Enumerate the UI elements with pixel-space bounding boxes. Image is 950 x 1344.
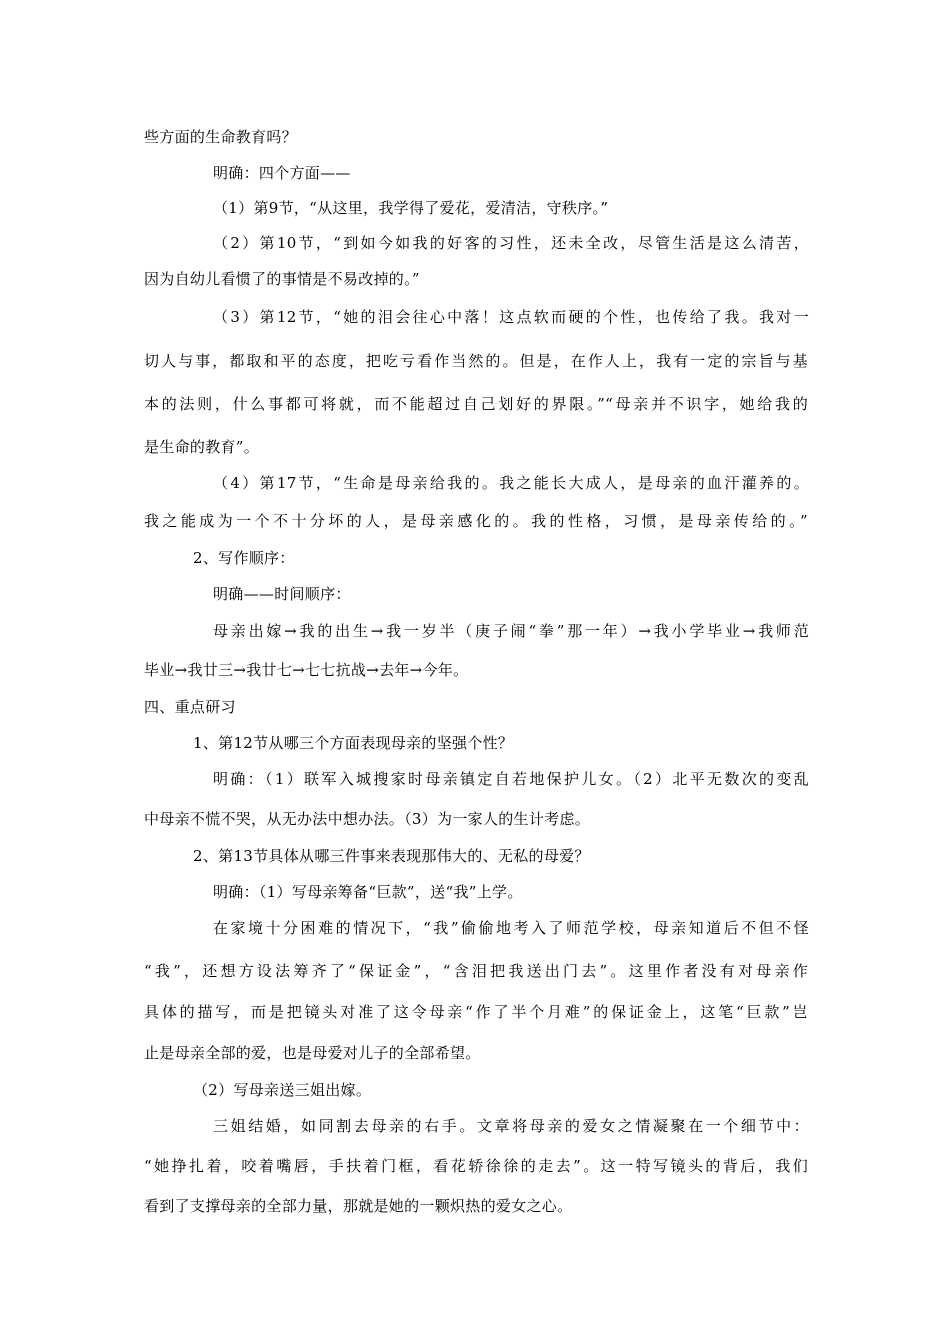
text-line: （1）第9节，“从这里，我学得了爱花，爱清洁，守秩序。” <box>213 199 609 217</box>
text-line: 1、第12节从哪三个方面表现母亲的坚强个性？ <box>193 734 514 752</box>
text-line: 本的法则，什么事都可将就，而不能超过自己划好的界限。”“母亲并不识字，她给我的 <box>144 395 808 413</box>
text-line: （2）第10节，“到如今如我的好客的习性，还未全改，尽管生活是这么清苦， <box>213 234 809 252</box>
text-line: 在家境十分困难的情况下，“我”偷偷地考入了师范学校，母亲知道后不但不怪 <box>213 919 809 937</box>
text-line: 些方面的生命教育吗？ <box>144 128 298 146</box>
section-heading: 四、重点研习 <box>144 698 236 716</box>
text-line: （4）第17节，“生命是母亲给我的。我之能长大成人，是母亲的血汗灌养的。 <box>213 474 809 492</box>
text-line: 明确：（1）写母亲筹备“巨款”，送“我”上学。 <box>213 883 523 901</box>
text-line: “她挣扎着，咬着嘴唇，手扶着门框，看花轿徐徐的走去”。这一特写镜头的背后，我们 <box>144 1157 808 1175</box>
text-line: 看到了支撑母亲的全部力量，那就是她的一颗炽热的爱女之心。 <box>144 1197 573 1215</box>
text-line: 2、写作顺序： <box>193 549 295 567</box>
text-line: 母亲出嫁→我的出生→我一岁半（庚子闹“拳”那一年）→我小学毕业→我师范 <box>213 622 809 640</box>
text-line: 切人与事，都取和平的态度，把吃亏看作当然的。但是，在作人上，我有一定的宗旨与基 <box>144 352 808 370</box>
text-line: 明确：四个方面—— <box>213 164 351 182</box>
text-line: 止是母亲全部的爱，也是母爱对儿子的全部希望。 <box>144 1044 481 1062</box>
text-line: 具体的描写，而是把镜头对准了这令母亲“作了半个月难”的保证金上，这笔“巨款”岂 <box>144 1003 808 1021</box>
text-line: 明确——时间顺序： <box>213 585 351 603</box>
text-line: （3）第12节，“她的泪会往心中落！这点软而硬的个性，也传给了我。我对一 <box>213 308 809 326</box>
text-line: 我之能成为一个不十分坏的人，是母亲感化的。我的性格，习惯，是母亲传给的。” <box>144 512 808 530</box>
text-line: 三姐结婚，如同割去母亲的右手。文章将母亲的爱女之情凝聚在一个细节中： <box>213 1117 809 1135</box>
text-line: 毕业→我廿三→我廿七→七七抗战→去年→今年。 <box>144 661 469 679</box>
text-line: 2、第13节具体从哪三件事来表现那伟大的、无私的母爱？ <box>193 847 590 865</box>
text-line: “我”，还想方设法筹齐了“保证金”，“含泪把我送出门去”。这里作者没有对母亲作 <box>144 962 808 980</box>
text-line: 是生命的教育”。 <box>144 438 260 456</box>
text-line: （2）写母亲送三姐出嫁。 <box>193 1081 372 1099</box>
text-line: 中母亲不慌不哭，从无办法中想办法。（3）为一家人的生计考虑。 <box>144 810 591 828</box>
text-line: 因为自幼儿看惯了的事情是不易改掉的。” <box>144 270 420 288</box>
text-line: 明确：（1）联军入城搜家时母亲镇定自若地保护儿女。（2）北平无数次的变乱 <box>213 770 809 788</box>
